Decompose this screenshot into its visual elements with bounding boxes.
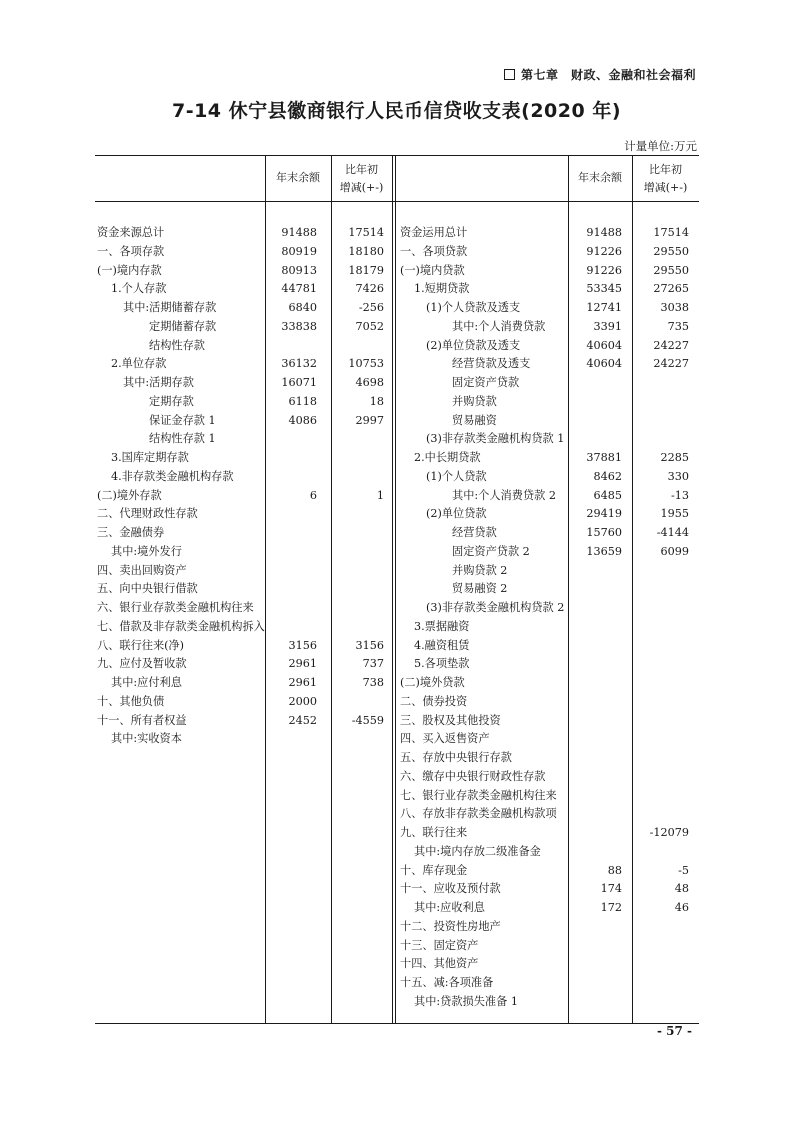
source-change: 18 (369, 394, 384, 408)
use-change: 48 (674, 882, 689, 896)
use-label: 其中:个人消费贷款 2 (452, 488, 556, 502)
use-label: 二、债券投资 (400, 694, 468, 708)
use-label: 四、买入返售资产 (400, 732, 490, 746)
table-row (95, 523, 699, 542)
use-label: 九、联行往来 (400, 826, 468, 839)
table-row (95, 692, 699, 711)
use-label: 其中:应收利息 (414, 901, 485, 914)
chapter-title: 第七章 财政、金融和社会福利 (520, 68, 696, 82)
use-change: 46 (674, 901, 689, 914)
table-row (95, 711, 699, 730)
use-label: 十五、减:各项准备 (400, 976, 494, 989)
table-row (95, 354, 699, 373)
source-label: 结构性存款 (149, 338, 205, 352)
use-label: 并购贷款 (452, 394, 497, 408)
use-label: 经营贷款及透支 (452, 357, 531, 371)
use-label: 十一、应收及预付款 (400, 882, 501, 896)
source-balance: 44781 (281, 282, 317, 296)
table-top-rule (95, 155, 699, 156)
table-row (95, 748, 699, 767)
use-change: 27265 (653, 282, 689, 296)
use-balance: 40604 (586, 357, 622, 371)
source-label: 十一、所有者权益 (97, 713, 187, 727)
header-balance-right: 年末余额 (578, 171, 622, 184)
header-change-left-2: 增减(+-) (339, 181, 384, 194)
source-balance: 80913 (281, 263, 317, 277)
use-balance: 3391 (593, 319, 622, 333)
source-label: 资金来源总计 (97, 226, 165, 239)
use-label: 固定资产贷款 (452, 376, 520, 389)
header-change-right-1: 比年初 (649, 163, 682, 176)
use-label: 一、各项贷款 (400, 244, 468, 258)
source-label: 七、借款及非存款类金融机构拆入 (97, 619, 265, 633)
use-label: (3)非存款类金融机构贷款 2 (426, 601, 565, 614)
source-change: 4698 (355, 376, 384, 389)
use-balance: 88 (607, 863, 622, 877)
use-label: 5.各项垫款 (414, 657, 470, 671)
use-balance: 12741 (586, 301, 622, 314)
use-label: (3)非存款类金融机构贷款 1 (426, 432, 565, 446)
use-label: 贸易融资 2 (452, 582, 508, 596)
use-change: 3038 (660, 301, 689, 314)
source-balance: 6 (309, 488, 317, 502)
source-label: 其中:活期存款 (123, 376, 194, 389)
source-balance: 91488 (281, 226, 317, 239)
use-label: 八、存放非存款类金融机构款项 (400, 807, 557, 821)
use-balance: 174 (600, 882, 622, 896)
source-change: 7052 (355, 319, 384, 333)
table-row (95, 242, 699, 261)
table-row (95, 579, 699, 598)
source-change: 2997 (355, 413, 384, 427)
table-row (95, 673, 699, 692)
table-row (95, 992, 699, 1011)
use-label: 资金运用总计 (400, 226, 468, 239)
use-label: 十三、固定资产 (400, 938, 479, 952)
source-label: 定期存款 (149, 394, 194, 408)
use-label: 七、银行业存款类金融机构往来 (400, 788, 557, 802)
source-label: 3.国库定期存款 (111, 451, 189, 464)
use-balance: 40604 (586, 338, 622, 352)
use-change: -13 (670, 488, 689, 502)
credit-table (95, 155, 699, 1025)
table-row (95, 861, 699, 880)
source-balance: 2000 (288, 694, 317, 708)
source-change: 3156 (355, 638, 384, 652)
table-row (95, 936, 699, 955)
table-row (95, 617, 699, 636)
use-label: (二)境外贷款 (400, 676, 465, 689)
source-balance: 36132 (281, 357, 317, 371)
source-balance: 6118 (288, 394, 317, 408)
table-row (95, 729, 699, 748)
header-change-right-2: 增减(+-) (643, 181, 688, 194)
table-row (95, 786, 699, 805)
use-balance: 6485 (593, 488, 622, 502)
source-change: -4559 (351, 713, 384, 727)
source-change: -256 (358, 301, 384, 314)
use-label: 其中:境内存放二级准备金 (414, 844, 541, 858)
page-number: - 57 - (656, 1024, 692, 1038)
use-balance: 172 (600, 901, 622, 914)
source-change: 18179 (348, 263, 384, 277)
source-label: 五、向中央银行借款 (97, 582, 198, 596)
use-balance: 13659 (586, 544, 622, 558)
use-change: 6099 (660, 544, 689, 558)
use-label: 1.短期贷款 (414, 282, 470, 296)
use-change: -5 (678, 863, 689, 877)
use-label: 十四、其他资产 (400, 957, 479, 971)
source-balance: 2452 (288, 713, 317, 727)
square-bullet-icon (504, 69, 515, 80)
source-label: 其中:应付利息 (111, 676, 182, 689)
table-row (95, 298, 699, 317)
use-balance: 53345 (586, 282, 622, 296)
source-label: 其中:境外发行 (111, 544, 182, 558)
use-label: 贸易融资 (452, 413, 497, 427)
page-title: 7-14 休宁县徽商银行人民币信贷收支表(2020 年) (171, 100, 622, 122)
source-label: 三、金融债券 (97, 526, 165, 539)
source-change: 17514 (348, 226, 384, 239)
source-label: 4.非存款类金融机构存款 (111, 469, 234, 483)
table-row (95, 504, 699, 523)
source-change: 738 (362, 676, 384, 689)
table-row (95, 542, 699, 561)
table-row (95, 842, 699, 861)
header-balance-left: 年末余额 (276, 171, 320, 184)
source-label: 八、联行往来(净) (97, 638, 185, 652)
table-bottom-rule (95, 1023, 699, 1024)
use-change: 330 (667, 469, 689, 483)
source-change: 18180 (348, 244, 384, 258)
chapter-header (504, 66, 696, 83)
table-row (95, 561, 699, 580)
source-label: 其中:实收资本 (111, 732, 182, 746)
source-change: 1 (376, 488, 384, 502)
use-label: (一)境内贷款 (400, 263, 465, 277)
use-change: 17514 (653, 226, 689, 239)
table-row (95, 486, 699, 505)
use-label: 其中:个人消费贷款 (452, 319, 546, 333)
unit-label: 计量单位:万元 (624, 139, 697, 153)
table-row (95, 411, 699, 430)
table-row (95, 917, 699, 936)
table-row (95, 392, 699, 411)
use-label: 并购贷款 2 (452, 563, 508, 577)
table-row (95, 373, 699, 392)
source-label: 一、各项存款 (97, 244, 165, 258)
source-balance: 16071 (281, 376, 317, 389)
source-label: 二、代理财政性存款 (97, 507, 198, 521)
use-balance: 29419 (586, 507, 622, 521)
table-row (95, 767, 699, 786)
use-change: 24227 (653, 338, 689, 352)
source-label: 九、应付及暂收款 (97, 657, 187, 671)
source-balance: 80919 (281, 244, 317, 258)
source-label: (一)境内存款 (97, 263, 162, 277)
source-label: 六、银行业存款类金融机构往来 (97, 601, 254, 614)
source-change: 7426 (355, 282, 384, 296)
source-label: 四、卖出回购资产 (97, 563, 187, 577)
use-label: (2)单位贷款及透支 (426, 338, 521, 352)
table-row (95, 654, 699, 673)
use-balance: 8462 (593, 469, 622, 483)
use-balance: 91226 (586, 263, 622, 277)
table-header-rule (95, 201, 699, 202)
use-label: 其中:贷款损失准备 1 (414, 994, 518, 1008)
table-row (95, 279, 699, 298)
source-change: 737 (362, 657, 384, 671)
source-balance: 4086 (288, 413, 317, 427)
source-balance: 2961 (288, 657, 317, 671)
use-label: 五、存放中央银行存款 (400, 751, 512, 764)
source-label: 保证金存款 1 (149, 413, 216, 427)
source-label: 定期储蓄存款 (149, 319, 217, 333)
source-label: 十、其他负债 (97, 694, 165, 708)
table-row (95, 467, 699, 486)
use-change: -4144 (656, 526, 689, 539)
use-balance: 37881 (586, 451, 622, 464)
source-label: 其中:活期储蓄存款 (123, 301, 217, 314)
use-change: 29550 (653, 244, 689, 258)
source-change: 10753 (348, 357, 384, 371)
use-label: 三、股权及其他投资 (400, 713, 501, 727)
table-row (95, 317, 699, 336)
table-row (95, 636, 699, 655)
table-row (95, 898, 699, 917)
use-change: 24227 (653, 357, 689, 371)
use-balance: 91488 (586, 226, 622, 239)
use-change: 2285 (660, 451, 689, 464)
source-label: (二)境外存款 (97, 488, 162, 502)
use-change: 1955 (660, 507, 689, 521)
use-label: 固定资产贷款 2 (452, 544, 530, 558)
source-balance: 33838 (281, 319, 317, 333)
use-label: 十二、投资性房地产 (400, 919, 501, 933)
table-row (95, 598, 699, 617)
use-change: 735 (667, 319, 689, 333)
source-balance: 2961 (288, 676, 317, 689)
use-label: 六、缴存中央银行财政性存款 (400, 769, 546, 783)
use-label: (2)单位贷款 (426, 507, 487, 521)
use-label: 2.中长期贷款 (414, 451, 481, 464)
table-row (95, 223, 699, 242)
source-label: 1.个人存款 (111, 282, 167, 296)
use-change: -12079 (649, 826, 689, 839)
table-row (95, 954, 699, 973)
use-label: (1)个人贷款及透支 (426, 301, 521, 314)
source-balance: 3156 (288, 638, 317, 652)
source-balance: 6840 (288, 301, 317, 314)
use-balance: 91226 (586, 244, 622, 258)
source-label: 结构性存款 1 (149, 432, 216, 446)
use-balance: 15760 (586, 526, 622, 539)
use-label: (1)个人贷款 (426, 469, 487, 483)
table-row (95, 879, 699, 898)
table-row (95, 336, 699, 355)
use-label: 经营贷款 (452, 526, 497, 539)
table-row (95, 823, 699, 842)
table-row (95, 804, 699, 823)
use-change: 29550 (653, 263, 689, 277)
source-label: 2.单位存款 (111, 357, 167, 371)
table-row (95, 429, 699, 448)
use-label: 4.融资租赁 (414, 638, 470, 652)
use-label: 十、库存现金 (400, 863, 468, 877)
table-row (95, 261, 699, 280)
header-change-left-1: 比年初 (345, 163, 378, 176)
table-row (95, 973, 699, 992)
use-label: 3.票据融资 (414, 619, 470, 633)
table-row (95, 448, 699, 467)
